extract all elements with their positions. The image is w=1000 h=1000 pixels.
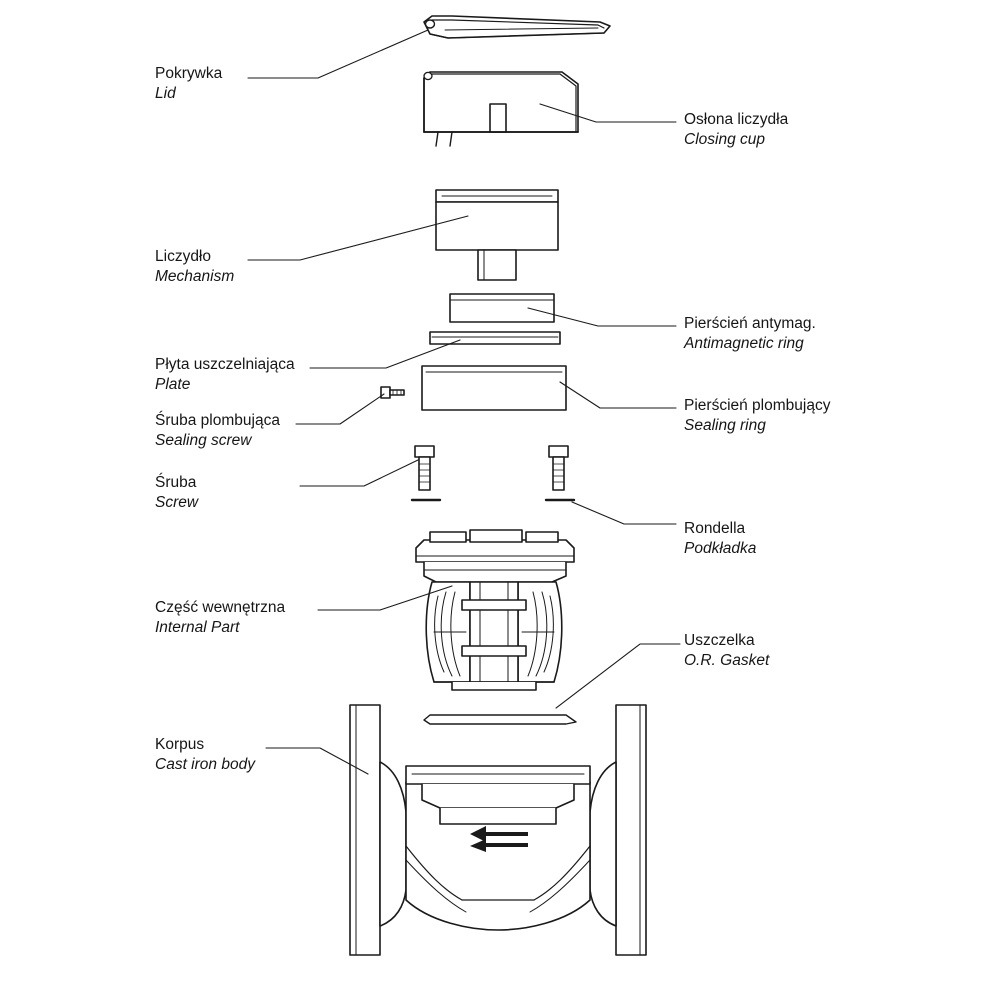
leader-sealing-ring (560, 382, 676, 408)
label-screw-pl: Śruba (155, 474, 197, 491)
leader-screw (300, 460, 418, 486)
label-sealing-ring (684, 396, 830, 436)
label-gasket-pl: Uszczelka (684, 632, 755, 649)
leader-washer (572, 502, 676, 524)
label-antimagnetic-ring (684, 314, 816, 354)
part-plate (430, 332, 560, 344)
label-internal-part-pl: Część wewnętrzna (155, 599, 286, 616)
label-washer-en: Podkładka (684, 539, 757, 557)
label-body-pl: Korpus (155, 736, 205, 753)
label-sealing-screw (155, 411, 280, 451)
label-internal-part-en: Internal Part (155, 618, 240, 636)
part-lid (424, 16, 610, 38)
label-internal-part (155, 598, 285, 638)
label-closing-cup-pl: Osłona liczydła (684, 111, 789, 128)
label-closing-cup (684, 110, 788, 150)
label-body-en: Cast iron body (155, 755, 255, 773)
label-antimagnetic-ring-en: Antimagnetic ring (684, 334, 804, 352)
label-mechanism-pl: Liczydło (155, 248, 211, 265)
part-mechanism (436, 190, 558, 280)
part-body (350, 705, 646, 955)
part-screw-right (549, 446, 568, 490)
part-sealing-ring (422, 366, 566, 410)
label-sealing-screw-pl: Śruba plombująca (155, 412, 280, 429)
label-antimagnetic-ring-pl: Pierścień antymag. (684, 315, 816, 332)
label-sealing-ring-pl: Pierścień plombujący (684, 397, 831, 414)
label-gasket (684, 631, 769, 671)
label-plate (155, 355, 295, 395)
leader-gasket (556, 644, 680, 708)
label-mechanism-en: Mechanism (155, 267, 235, 285)
label-washer-pl: Rondella (684, 520, 746, 537)
label-screw (155, 473, 198, 513)
label-body (155, 735, 255, 775)
leader-sealing-screw (296, 394, 384, 424)
label-screw-en: Screw (155, 493, 199, 511)
leader-lid (248, 30, 428, 78)
leader-mechanism (248, 216, 468, 260)
label-gasket-en: O.R. Gasket (684, 651, 770, 669)
label-plate-pl: Płyta uszczelniająca (155, 356, 295, 373)
label-lid (155, 64, 222, 104)
part-screw-left (415, 446, 434, 490)
label-lid-pl: Pokrywka (155, 65, 223, 82)
label-closing-cup-en: Closing cup (684, 130, 765, 148)
label-sealing-ring-en: Sealing ring (684, 416, 766, 434)
label-mechanism (155, 247, 234, 287)
part-sealing-screw (381, 387, 404, 398)
label-lid-en: Lid (155, 84, 176, 102)
label-sealing-screw-en: Sealing screw (155, 431, 252, 449)
label-plate-en: Plate (155, 375, 191, 393)
part-gasket (424, 715, 576, 724)
part-antimagnetic-ring (450, 294, 554, 322)
label-washer (684, 519, 756, 559)
part-internal (416, 530, 574, 690)
